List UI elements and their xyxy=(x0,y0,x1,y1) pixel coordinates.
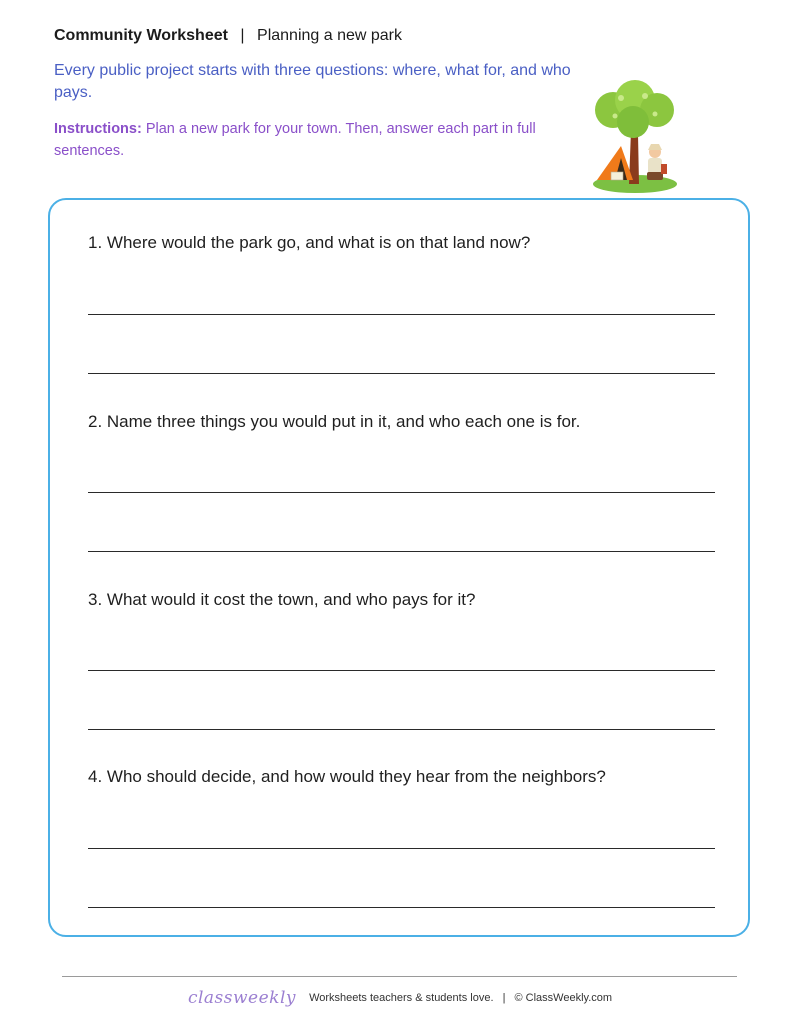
question-1: 1. Where would the park go, and what is on that land now? xyxy=(88,233,531,252)
footer-separator: | xyxy=(502,992,506,1004)
answer-line-1a[interactable] xyxy=(88,314,715,315)
footer-tagline: Worksheets teachers & students love. xyxy=(309,992,494,1004)
instructions-text: Plan a new park for your town. Then, answer each part in full sentences. xyxy=(54,121,536,159)
answer-line-2b[interactable] xyxy=(88,551,715,552)
footer xyxy=(0,988,800,1008)
answer-line-3a[interactable] xyxy=(88,670,715,671)
answer-line-4b[interactable] xyxy=(88,907,715,908)
answer-line-2a[interactable] xyxy=(88,492,715,493)
worksheet-subtitle: Planning a new park xyxy=(257,27,402,44)
brand-logo: classweekly xyxy=(187,988,296,1008)
questions-card xyxy=(48,198,750,937)
question-4: 4. Who should decide, and how would they hear from the neighbors? xyxy=(88,767,606,786)
intro-text: Every public project starts with three questions: where, what for, and who pays. xyxy=(54,62,571,101)
worksheet-title: Community Worksheet xyxy=(54,27,228,44)
header-separator: | xyxy=(240,27,245,44)
footer-copyright: © ClassWeekly.com xyxy=(514,992,613,1004)
instructions xyxy=(54,118,554,162)
answer-line-3b[interactable] xyxy=(88,729,715,730)
tree-camping-illustration xyxy=(585,80,681,196)
answer-line-1b[interactable] xyxy=(88,373,715,374)
instructions-label: Instructions: xyxy=(54,121,142,137)
question-2: 2. Name three things you would put in it, and who each one is for. xyxy=(88,412,581,431)
map-sheet xyxy=(611,172,623,180)
footer-divider xyxy=(62,976,737,977)
question-3: 3. What would it cost the town, and who pays for it? xyxy=(88,590,476,609)
camper-body xyxy=(648,158,662,174)
worksheet-header xyxy=(54,27,402,45)
answer-line-4a[interactable] xyxy=(88,848,715,849)
